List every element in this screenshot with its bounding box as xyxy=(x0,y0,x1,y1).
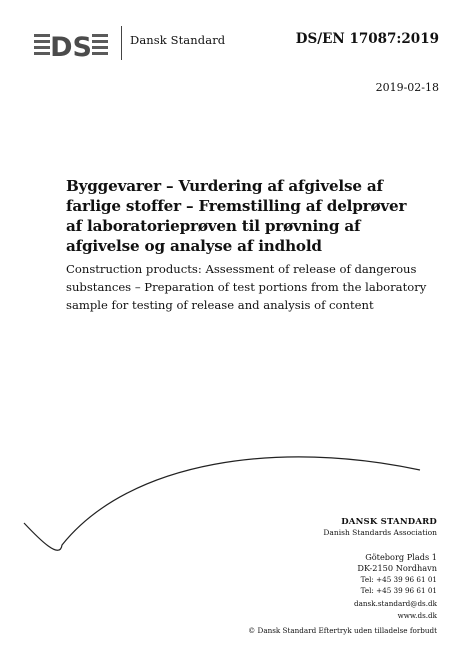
title-english: Construction products: Assessment of release of dangerous substances – Preparation of test portions from the laboratory sample for testing of release and analysis of content xyxy=(66,262,427,312)
title-danish: Byggevarer – Vurdering af afgivelse af farlige stoffer – Fremstilling af delprøver af laboratorieprøven til prøvning af afgivelse og analyse af indhold xyxy=(66,177,407,255)
footer-tel-2: Tel: +45 39 96 61 01 xyxy=(360,586,437,595)
standard-id: DS/EN 17087:2019 xyxy=(295,31,439,47)
footer-street: Göteborg Plads 1 xyxy=(365,552,437,562)
footer-city: DK-2150 Nordhavn xyxy=(357,563,437,573)
footer-copyright: © Dansk Standard Eftertryk uden tilladelse forbudt xyxy=(248,626,437,635)
ds-logo xyxy=(34,30,108,60)
footer-website[interactable]: www.ds.dk xyxy=(397,611,437,620)
footer-org-caps: DANSK STANDARD xyxy=(341,517,437,527)
footer-association: Danish Standards Association xyxy=(323,528,437,537)
footer-email[interactable]: dansk.standard@ds.dk xyxy=(354,599,437,608)
header-divider xyxy=(121,26,122,60)
org-name: Dansk Standard xyxy=(130,33,226,47)
logo-text: DS xyxy=(50,32,92,60)
footer-tel: Tel: +45 39 96 61 01 xyxy=(360,575,437,584)
standard-date: 2019-02-18 xyxy=(375,81,439,94)
